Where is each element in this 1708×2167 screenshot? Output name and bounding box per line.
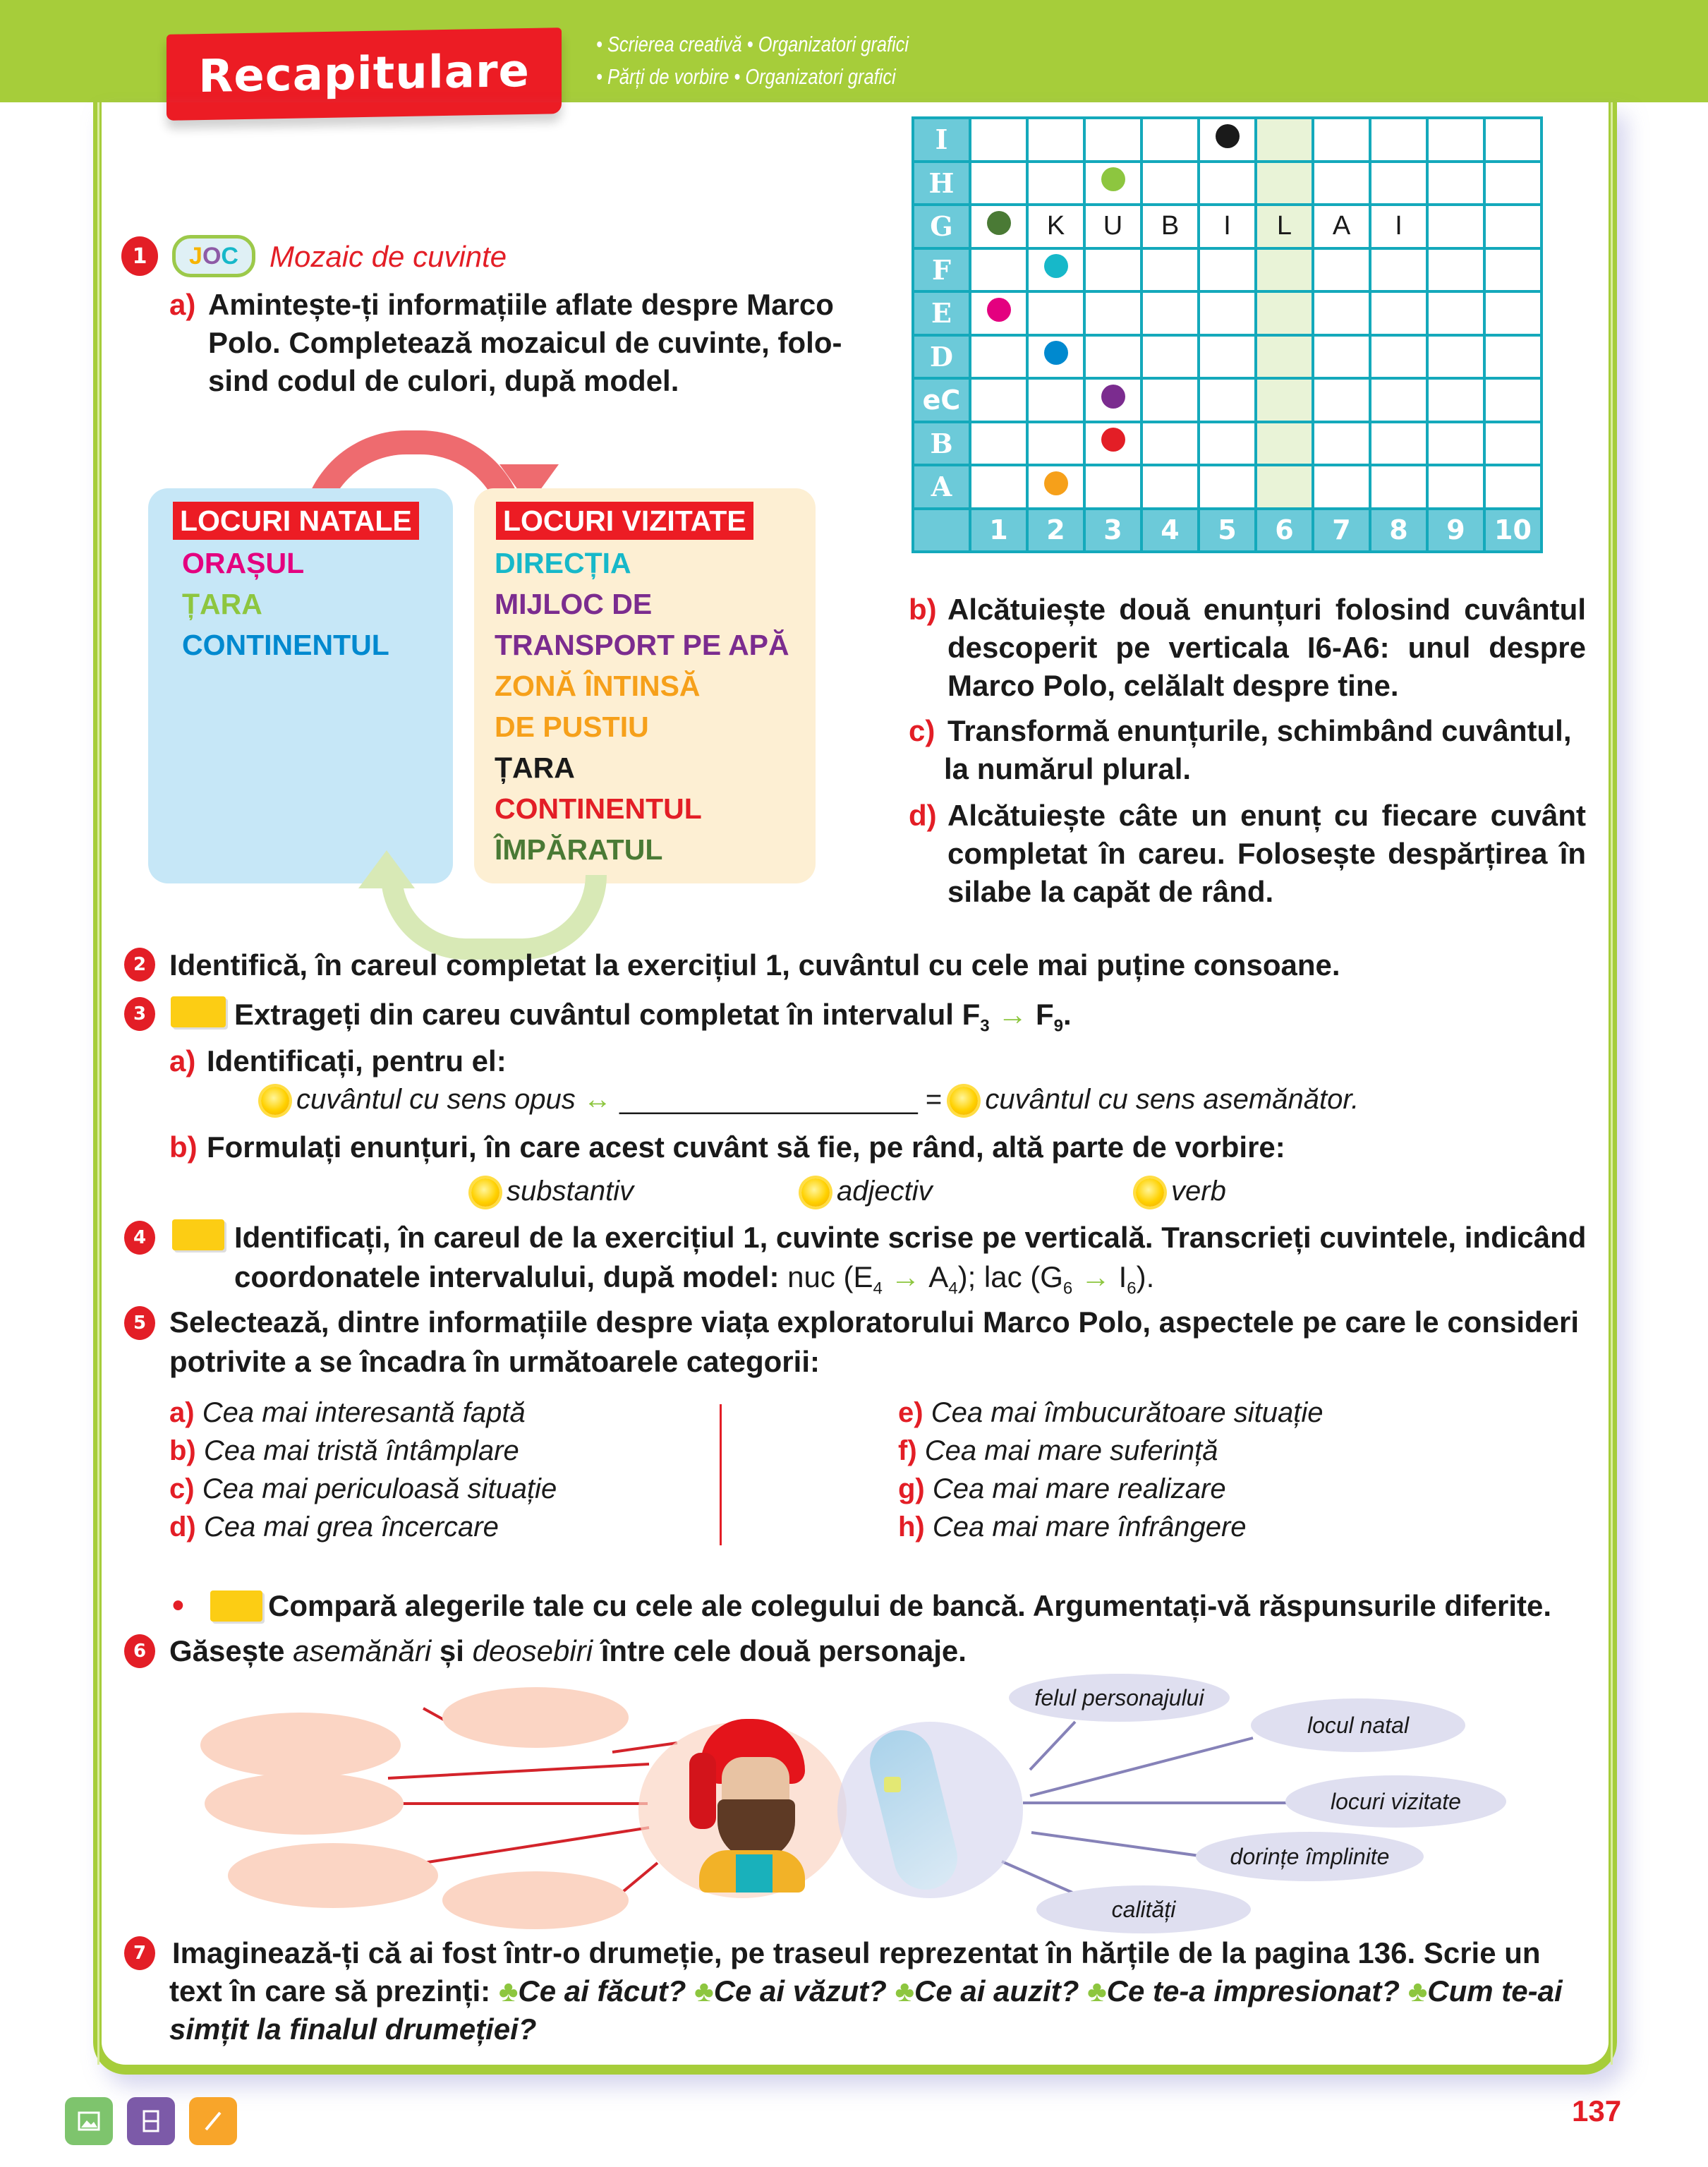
exercise-text: Compară alegerile tale cu cele ale colegului de bancă. Argumentați-vă răspunsurile diferite. — [268, 1589, 1552, 1622]
column-header: 4 — [1141, 509, 1199, 553]
exercise-number: 7 — [124, 1936, 155, 1970]
bubble-label: locuri vizitate — [1285, 1775, 1506, 1828]
row-header: G — [913, 205, 970, 248]
exercise-number: 5 — [124, 1306, 155, 1340]
grid-cell[interactable]: I — [1370, 205, 1427, 248]
column-header: 10 — [1484, 509, 1542, 553]
grid-cell[interactable]: A — [1313, 205, 1370, 248]
word-item: DIRECȚIA — [495, 547, 631, 579]
page-number: 137 — [1572, 2094, 1622, 2127]
column-header: 3 — [1084, 509, 1141, 553]
word-item: ȚARA — [182, 588, 262, 620]
exercise-text: Găsește asemănări și deosebiri între cele două personaje. — [169, 1634, 967, 1667]
part-of-speech: verb — [1136, 1171, 1226, 1211]
item-label: d) — [909, 799, 937, 832]
grid-cell[interactable]: U — [1084, 205, 1141, 248]
word-item: ȚARA — [495, 751, 575, 784]
exercise-text: Imaginează-ți că ai fost într-o drumeție, pe traseul reprezentat în hărțile de la pagina 136. Scrie un — [172, 1936, 1541, 1969]
club-icon: ♣ — [1407, 1974, 1428, 2008]
bullet: • — [172, 1587, 184, 1624]
image-icon[interactable] — [65, 2097, 113, 2145]
exercise-number: 2 — [124, 948, 155, 982]
club-icon: ♣ — [1087, 1974, 1107, 2008]
row-header: E — [913, 291, 970, 335]
instruction-line: Amintește-ți informațiile aflate despre Marco — [208, 288, 834, 321]
category-item: c) Cea mai periculoasă situație — [169, 1473, 557, 1504]
word-item: ORAȘUL — [182, 547, 305, 579]
bubble-label: dorințe împlinite — [1196, 1832, 1424, 1881]
instruction-line: la numărul plural. — [944, 752, 1192, 785]
item-label: b) — [909, 593, 937, 626]
row-header: A — [913, 465, 970, 509]
column-header: 8 — [1370, 509, 1427, 553]
answer-blank[interactable]: ___________________ — [619, 1084, 918, 1115]
arrow-right-icon: → — [998, 998, 1028, 1031]
exercise-text: simțit la finalul drumeției? — [169, 2012, 537, 2046]
word-item: MIJLOC DE — [495, 588, 653, 620]
column-header: 5 — [1199, 509, 1256, 553]
answer-bubble[interactable] — [205, 1773, 404, 1835]
page-title: Recapitulare — [198, 44, 530, 104]
row-header: B — [913, 422, 970, 466]
marco-polo-portrait — [681, 1716, 822, 1893]
exercise-text: Extrageți din careu cuvântul completat în intervalul $F_3 \to F_9$. — [234, 998, 1072, 1036]
bubble-label: calități — [1036, 1885, 1251, 1933]
category-item: h) Cea mai mare înfrângere — [898, 1511, 1247, 1543]
arrow-right-icon: → — [890, 1260, 921, 1293]
instruction-line: Marco Polo, celălalt despre tine. — [947, 669, 1399, 702]
word-item: DE PUSTIU — [495, 711, 649, 743]
grid-cell[interactable]: K — [1027, 205, 1084, 248]
instruction-line: Polo. Completează mozaicul de cuvinte, folo- — [208, 326, 842, 359]
answer-bubble[interactable] — [442, 1687, 629, 1748]
instruction-line: completat în careu. Folosește despărțirea în — [947, 837, 1586, 870]
visited-places-heading: LOCURI VIZITATE — [496, 502, 753, 540]
category-item: e) Cea mai îmbucurătoare situație — [898, 1397, 1324, 1428]
double-arrow-icon: ↔ — [583, 1084, 612, 1115]
exercise-text: Identifică, în careul completat la exercițiul 1, cuvântul cu cele mai puține consoane. — [169, 948, 1340, 982]
grid-cell[interactable]: I — [1199, 205, 1256, 248]
row-header: H — [913, 162, 970, 205]
joc-badge: J O C — [172, 235, 255, 277]
row-header: F — [913, 248, 970, 292]
grid-cell[interactable]: L — [1256, 205, 1313, 248]
column-header: 9 — [1427, 509, 1484, 553]
word-item: ÎMPĂRATUL — [495, 833, 663, 866]
category-item: d) Cea mai grea încercare — [169, 1511, 499, 1543]
exercise-number: 6 — [124, 1634, 155, 1668]
column-header: 2 — [1027, 509, 1084, 553]
answer-bubble[interactable] — [442, 1871, 629, 1929]
row-header: eC — [913, 378, 970, 422]
column-header: 1 — [970, 509, 1027, 553]
bubble-label: locul natal — [1251, 1698, 1465, 1752]
instruction-line: silabe la capăt de rând. — [947, 875, 1274, 908]
item-label: a) — [169, 288, 196, 321]
instruction-line: sind codul de culori, după model. — [208, 364, 679, 397]
word-item: ZONĂ ÎNTINSĂ — [495, 670, 701, 702]
exercise-number: 3 — [124, 997, 155, 1031]
exercise-text: Selectează, dintre informațiile despre viața exploratorului Marco Polo, aspectele pe care le consideri — [169, 1305, 1580, 1339]
category-item: g) Cea mai mare realizare — [898, 1473, 1226, 1504]
instruction-line: Identificați, pentru el: — [207, 1044, 507, 1078]
row-header: I — [913, 118, 970, 162]
bubble-label: felul personajului — [1009, 1674, 1230, 1722]
pencil-icon[interactable] — [189, 2097, 237, 2145]
instruction-line: Alcătuiește câte un enunț cu fiecare cuvânt — [947, 799, 1586, 832]
word-item: CONTINENTUL — [182, 629, 389, 661]
category-item: f) Cea mai mare suferință — [898, 1435, 1218, 1466]
synonym-antonym-line: cuvântul cu sens opus ↔ ___________________ = cuvântul cu sens asemănător. — [261, 1080, 1359, 1119]
word-item: TRANSPORT PE APĂ — [495, 629, 789, 661]
part-of-speech: adjectiv — [801, 1171, 933, 1211]
item-label: c) — [909, 714, 935, 747]
row-header: D — [913, 335, 970, 379]
exercise-title: Mozaic de cuvinte — [269, 240, 507, 273]
grid-cell[interactable]: B — [1141, 205, 1199, 248]
item-label: b) — [169, 1130, 198, 1164]
native-places-heading: LOCURI NATALE — [173, 502, 419, 540]
instruction-line: descoperit pe verticala I6-A6: unul despre — [947, 631, 1586, 664]
category-item: b) Cea mai tristă întâmplare — [169, 1435, 519, 1466]
topic-line: • Scrierea creativă • Organizatori grafici — [596, 32, 909, 56]
column-header: 7 — [1313, 509, 1370, 553]
category-item: a) Cea mai interesantă faptă — [169, 1397, 526, 1428]
exercise-text: text în care să prezinți: ♣Ce ai făcut? ♣Ce ai văzut? ♣Ce ai auzit? ♣Ce te-a impresionat? ♣Cum te-ai — [169, 1974, 1563, 2008]
instruction-line: Transformă enunțurile, schimbând cuvântul, — [947, 714, 1572, 747]
exercise-text: potrivite a se încadra în următoarele categorii: — [169, 1345, 820, 1378]
club-icon: ♣ — [895, 1974, 914, 2008]
answer-bubble[interactable] — [228, 1843, 438, 1908]
instruction-line: Formulați enunțuri, în care acest cuvânt să fie, pe rând, altă parte de vorbire: — [207, 1130, 1285, 1164]
film-icon[interactable] — [127, 2097, 175, 2145]
word-item: CONTINENTUL — [495, 792, 702, 825]
exercise-text: coordonatele intervalului, după model: nuc $(E_4 \to A_4)$; lac $(G_6 \to I_6)$. — [234, 1260, 1155, 1298]
exercise-number: 4 — [124, 1221, 155, 1255]
club-icon: ♣ — [694, 1974, 714, 2008]
instruction-line: Alcătuiește două enunțuri folosind cuvântul — [947, 593, 1586, 626]
arrow-right-icon: → — [1080, 1260, 1110, 1293]
exercise-text: Identificați, în careul de la exercițiul 1, cuvinte scrise pe verticală. Transcrieți cuvintele, indicând — [234, 1221, 1587, 1254]
item-label: a) — [169, 1044, 196, 1078]
column-header: 6 — [1256, 509, 1313, 553]
club-icon: ♣ — [498, 1974, 519, 2008]
exercise-number: 1 — [121, 236, 158, 276]
part-of-speech: substantiv — [471, 1171, 634, 1211]
camera-icon — [884, 1777, 901, 1792]
topic-line: • Părți de vorbire • Organizatori grafici — [596, 64, 896, 89]
answer-bubble[interactable] — [200, 1713, 401, 1777]
